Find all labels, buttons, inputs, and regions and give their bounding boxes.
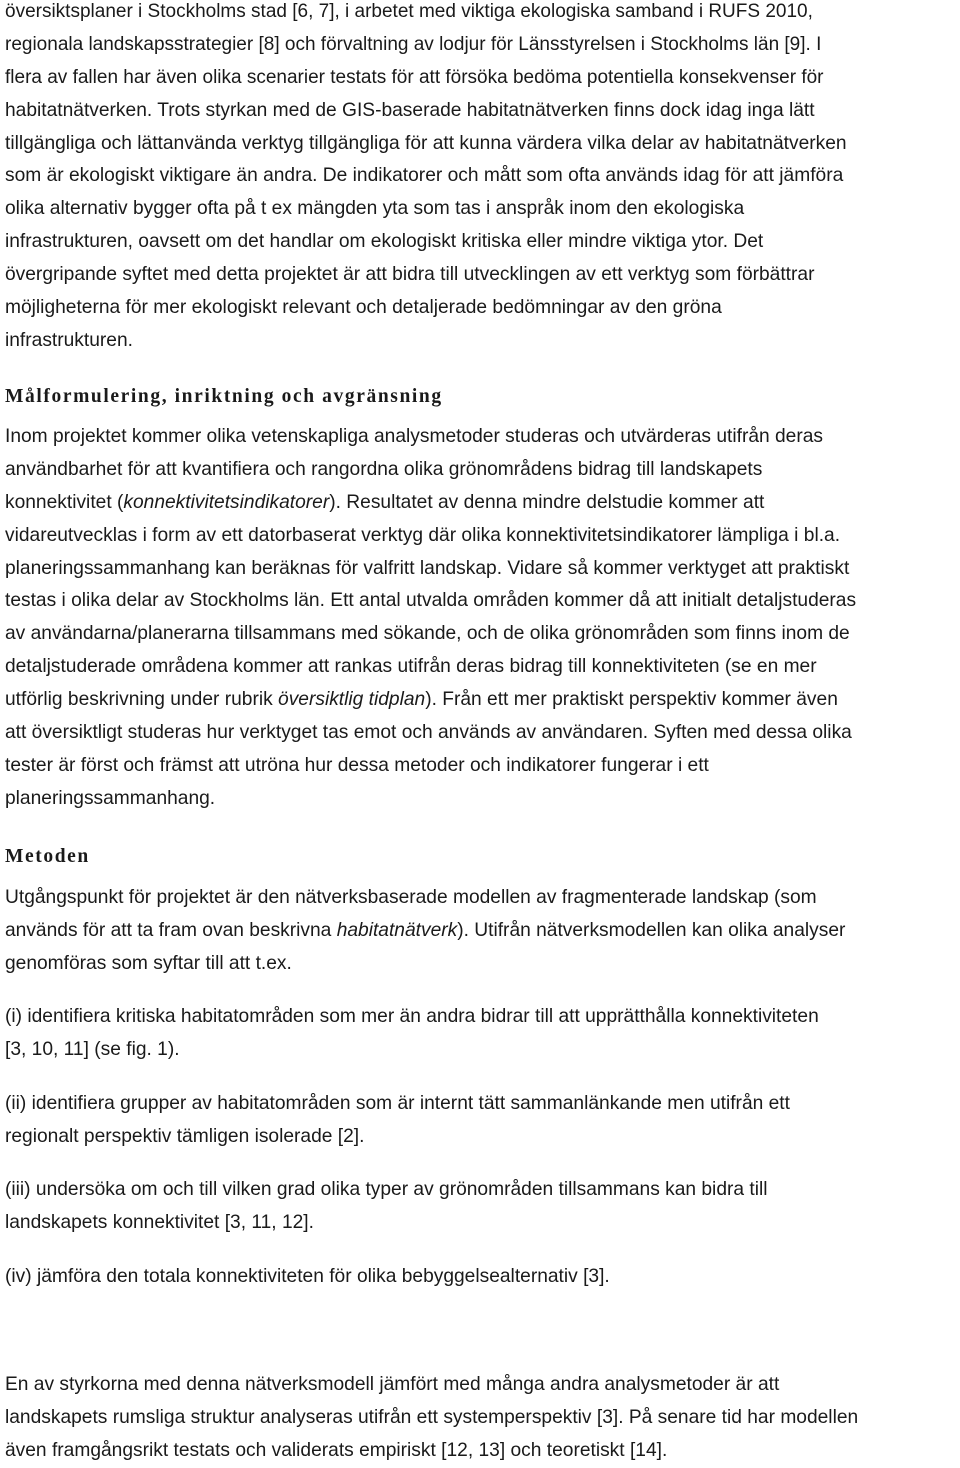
intro-line: övergripande syftet med detta projektet är att bidra till utvecklingen av ett verktyg som förbättrar: [5, 264, 815, 286]
section1-line: testas i olika delar av Stockholms län. Ett antal utvalda områden kommer då att initialt detaljstuderas: [5, 590, 857, 612]
section2-line: genomföras som syftar till att t.ex.: [5, 952, 292, 974]
intro-line: olika alternativ bygger ofta på t ex mängden yta som tas i anspråk inom den ekologiska: [5, 198, 745, 220]
section2-line: Utgångspunkt för projektet är den nätverksbaserade modellen av fragmenterade landskap (som: [5, 887, 817, 908]
intro-line: möjligheterna för mer ekologiskt relevant och detaljerade bedömningar av den gröna: [5, 297, 722, 319]
section2-paragraph: [5, 882, 845, 981]
intro-line: flera av fallen har även olika scenarier testats för att försöka bedöma potentiella konsekvenser för: [5, 66, 824, 88]
list-item: (ii) identifiera grupper av habitatområden som är internt tätt sammanlänkande men utifrån ett regionalt perspektiv tämligen isolerade [2].: [5, 1093, 790, 1147]
section1-line: detaljstuderade områdena kommer att rankas utifrån deras bidrag till konnektiviteten (se en mer: [5, 656, 817, 678]
section1-line: planeringssammanhang kan beräknas för valfritt landskap. Vidare så kommer verktyget att praktiskt: [5, 557, 850, 579]
section1-line: användbarhet för att kvantifiera och rangordna olika grönområdens bidrag till landskapets: [5, 458, 763, 480]
intro-line: tillgängliga och lättanvända verktyg tillgängliga för att kunna värdera vilka delar av habitatnätverken: [5, 132, 847, 154]
italic-term: konnektivitetsindikatorer: [123, 491, 330, 513]
intro-line: habitatnätverken. Trots styrkan med de GIS-baserade habitatnätverken finns dock idag inga lätt: [5, 99, 815, 121]
intro-paragraph: [5, 0, 847, 358]
section1-line: tester är först och främst att utröna hur dessa metoder och indikatorer fungerar i ett: [5, 754, 709, 776]
section1-line: planeringssammanhang.: [5, 787, 216, 809]
section1-line: utförlig beskrivning under rubrik översiktlig tidplan). Från ett mer praktiskt perspektiv kommer även: [5, 689, 838, 711]
intro-line: infrastrukturen, oavsett om det handlar om ekologiskt kritiska eller mindre viktiga ytor. Det: [5, 231, 764, 253]
closing-paragraph: En av styrkorna med denna nätverksmodell jämfört med många andra analysmetoder är att landskapets rumsliga struktur analyseras utifrån ett systemperspektiv [3]. På senare tid har modellen även framgångsrikt testats och validerats empiriskt [12, 13] och teoretiskt [14].: [5, 1374, 859, 1461]
intro-line: infrastrukturen.: [5, 329, 133, 351]
section1-line: att översiktligt studeras hur verktyget tas emot och används av användaren. Syften med dessa olika: [5, 722, 852, 744]
italic-term: översiktlig tidplan: [278, 689, 426, 711]
intro-line: som är ekologiskt viktigare än andra. De indikatorer och mått som ofta används idag för att jämföra: [5, 165, 844, 187]
list-item: (i) identifiera kritiska habitatområden som mer än andra bidrar till att upprätthålla konnektiviteten [3, 10, 11] (se fig. 1).: [5, 1006, 819, 1060]
list-item: (iv) jämföra den totala konnektiviteten för olika bebyggelsealternativ [3].: [5, 1266, 610, 1287]
italic-term: habitatnätverk: [336, 919, 458, 941]
section-heading-malformulering: Målformulering, inriktning och avgränsning: [5, 386, 443, 407]
section1-line: av användarna/planerarna tillsammans med sökande, och de olika grönområden som finns inom de: [5, 623, 850, 645]
section1-line: vidareutvecklas i form av ett datorbaserat verktyg där olika konnektivitetsindikatorer lämpliga i bl.a.: [5, 524, 841, 546]
intro-line: översiktsplaner i Stockholms stad [6, 7], i arbetet med viktiga ekologiska samband i RUFS 2010,: [5, 1, 813, 22]
section1-paragraph: [5, 421, 856, 816]
section2-line: används för att ta fram ovan beskrivna habitatnätverk). Utifrån nätverksmodellen kan olika analyser: [5, 919, 846, 941]
intro-line: regionala landskapsstrategier [8] och förvaltning av lodjur för Länsstyrelsen i Stockholms län [9]. I: [5, 33, 822, 55]
list-item: (iii) undersöka om och till vilken grad olika typer av grönområden tillsammans kan bidra till landskapets konnektivitet [3, 11, 12].: [5, 1179, 768, 1233]
section-heading-metoden: Metoden: [5, 846, 90, 867]
section1-line: konnektivitet (konnektivitetsindikatorer). Resultatet av denna mindre delstudie kommer att: [5, 491, 765, 513]
section1-line: Inom projektet kommer olika vetenskapliga analysmetoder studeras och utvärderas utifrån deras: [5, 426, 824, 447]
